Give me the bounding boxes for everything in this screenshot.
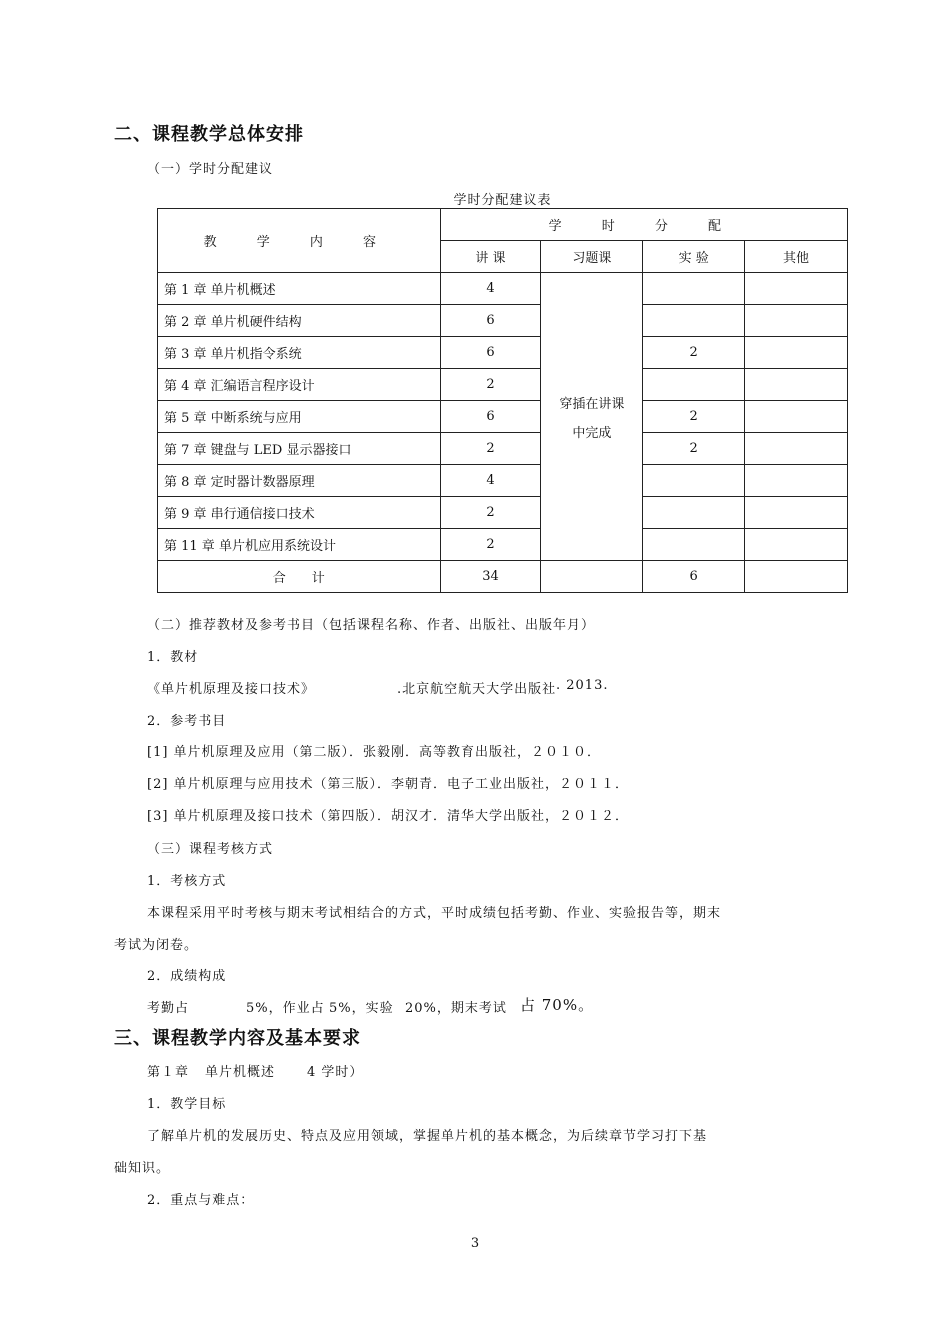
row-lecture: 6 xyxy=(440,401,541,433)
table-row xyxy=(158,337,848,369)
row-lecture: 4 xyxy=(440,273,541,305)
row-label: 第 1 章 单片机概述 xyxy=(158,273,441,305)
row-lecture: 2 xyxy=(440,369,541,401)
assessment-method-line2: 考试为闭卷。 xyxy=(114,938,199,953)
textbook-publisher: .北京航空航天大学出版社 xyxy=(397,682,557,697)
chapter1-hours: 4 学时） xyxy=(307,1065,364,1080)
textbook-title: 《单片机原理及接口技术》 xyxy=(147,682,316,697)
total-lab: 6 xyxy=(643,561,745,593)
total-lecture: 34 xyxy=(440,561,541,593)
page-number: 3 xyxy=(470,1236,480,1251)
row-lecture: 2 xyxy=(440,433,541,465)
total-label: 合 计 xyxy=(158,561,441,593)
row-lecture: 2 xyxy=(440,497,541,529)
row-lab xyxy=(643,369,745,401)
table-row xyxy=(158,401,848,433)
row-other xyxy=(745,433,848,465)
score-attendance: 考勤占 xyxy=(147,1001,190,1016)
total-other xyxy=(745,561,848,593)
header-other: 其他 xyxy=(745,241,848,273)
score-final-percent: 占 70%。 xyxy=(520,996,595,1014)
row-lecture: 6 xyxy=(440,305,541,337)
reference-item: [3] 单片机原理及接口技术（第四版）．胡汉才．清华大学出版社，２０１２． xyxy=(147,809,630,824)
assessment-method-line1: 本课程采用平时考核与期末考试相结合的方式，平时成绩包括考勤、作业、实验报告等，期末 xyxy=(147,906,722,921)
score-lab: 5%，实验 xyxy=(329,1001,394,1016)
row-lab xyxy=(643,305,745,337)
row-lab: 2 xyxy=(643,401,745,433)
table-row xyxy=(158,529,848,561)
row-other xyxy=(745,529,848,561)
row-other xyxy=(745,337,848,369)
score-final: 20%，期末考试 xyxy=(405,1001,507,1016)
section3-heading: 三、课程教学内容及基本要求 xyxy=(114,1028,361,1049)
table-row xyxy=(158,497,848,529)
total-exercise xyxy=(541,561,643,593)
references-label: 2．参考书目 xyxy=(147,714,227,729)
row-lab xyxy=(643,529,745,561)
row-label: 第 5 章 中断系统与应用 xyxy=(158,401,441,433)
row-lab xyxy=(643,497,745,529)
row-label: 第 2 章 单片机硬件结构 xyxy=(158,305,441,337)
row-other xyxy=(745,273,848,305)
table-row xyxy=(158,369,848,401)
row-lab: 2 xyxy=(643,433,745,465)
row-lab xyxy=(643,465,745,497)
row-lecture: 6 xyxy=(440,337,541,369)
row-other xyxy=(745,401,848,433)
score-composition-label: 2．成绩构成 xyxy=(147,969,227,984)
reference-item: [2] 单片机原理与应用技术（第三版）．李朝青．电子工业出版社，２０１１． xyxy=(147,777,630,792)
hours-allocation-table xyxy=(157,208,848,593)
textbook-year: . 2013. xyxy=(556,678,609,693)
chapter1-key-points-label: 2．重点与难点： xyxy=(147,1193,255,1208)
row-lecture: 4 xyxy=(440,465,541,497)
merged-exercise-line1: 穿插在讲课 xyxy=(559,396,625,412)
row-other xyxy=(745,369,848,401)
header-lab: 实 验 xyxy=(643,241,745,273)
row-lab xyxy=(643,273,745,305)
row-label: 第 4 章 汇编语言程序设计 xyxy=(158,369,441,401)
table-row xyxy=(158,465,848,497)
allocation-intro: （一）学时分配建议 xyxy=(147,162,274,177)
row-label: 第 11 章 单片机应用系统设计 xyxy=(158,529,441,561)
textbook-label: 1．教材 xyxy=(147,650,199,665)
table-row xyxy=(158,433,848,465)
chapter1-number: 第１章 xyxy=(147,1065,190,1080)
textbooks-heading: （二）推荐教材及参考书目（包括课程名称、作者、出版社、出版年月） xyxy=(147,618,596,633)
assessment-method-label: 1．考核方式 xyxy=(147,874,227,889)
table-total-row xyxy=(158,561,848,593)
header-content: 教 学 内 容 xyxy=(158,209,441,273)
chapter1-goal-line2: 础知识。 xyxy=(114,1161,171,1176)
table-caption: 学时分配建议表 xyxy=(453,193,552,208)
row-other xyxy=(745,497,848,529)
row-label: 第 7 章 键盘与 LED 显示器接口 xyxy=(158,433,441,465)
reference-item: [1] 单片机原理及应用（第二版）．张毅刚．高等教育出版社，２０１０． xyxy=(147,745,602,760)
row-label: 第 3 章 单片机指令系统 xyxy=(158,337,441,369)
chapter1-goal-line1: 了解单片机的发展历史、特点及应用领域，掌握单片机的基本概念，为后续章节学习打下基 xyxy=(147,1129,708,1144)
assessment-heading: （三）课程考核方式 xyxy=(147,842,274,857)
header-hours: 学 时 分 配 xyxy=(440,209,847,241)
row-other xyxy=(745,465,848,497)
table-row xyxy=(158,273,848,305)
table-row xyxy=(158,305,848,337)
row-other xyxy=(745,305,848,337)
score-homework: 5%，作业占 xyxy=(246,1001,325,1016)
row-lab: 2 xyxy=(643,337,745,369)
row-label: 第 9 章 串行通信接口技术 xyxy=(158,497,441,529)
merged-exercise-line2: 中完成 xyxy=(572,425,612,441)
merged-exercise-cell xyxy=(541,273,643,561)
row-lecture: 2 xyxy=(440,529,541,561)
chapter1-title: 单片机概述 xyxy=(205,1065,276,1080)
chapter1-goal-label: 1．教学目标 xyxy=(147,1097,227,1112)
row-label: 第 8 章 定时器计数器原理 xyxy=(158,465,441,497)
section2-heading: 二、课程教学总体安排 xyxy=(114,124,304,145)
header-lecture: 讲 课 xyxy=(440,241,541,273)
header-exercise: 习题课 xyxy=(541,241,643,273)
